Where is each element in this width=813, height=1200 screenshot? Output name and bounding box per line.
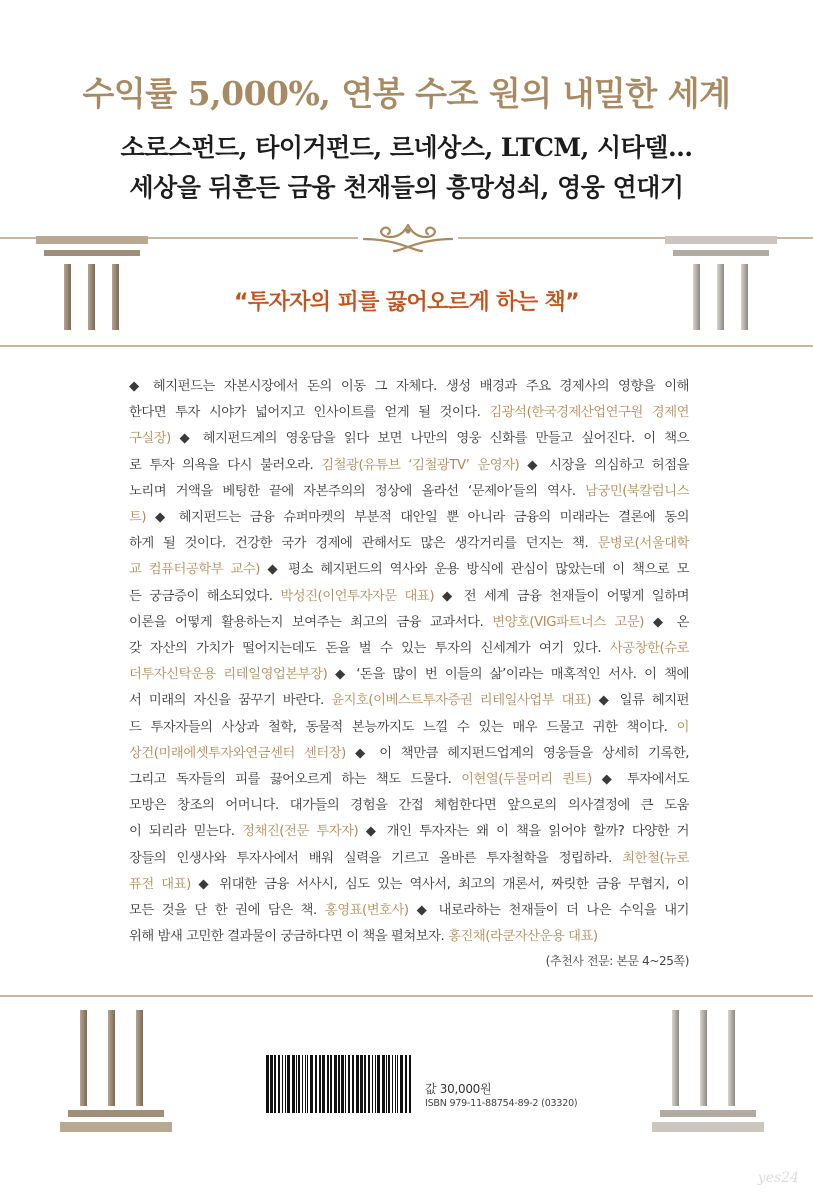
endorsement-text: ◆ 투자에서도 [591, 772, 689, 788]
recommender-name: 홍진채(라쿤자산운용 대표) [448, 929, 598, 945]
endorsement-line [129, 688, 689, 714]
endorsement-line [129, 924, 689, 950]
endorsement-line [129, 584, 689, 610]
endorsement-line [129, 898, 689, 924]
recommender-name: 박성진(이언투자자문 대표) [280, 588, 435, 604]
endorsement-text: ◆ ‘돈을 많이 번 이들의 삶’이라는 매혹적인 서사. 이 책에 [327, 667, 690, 683]
recommender-name: 최한철(뉴로 [622, 850, 689, 866]
endorsement-text: ◆ 평소 헤지펀드의 역사와 운용 방식에 관심이 많았는데 이 책으로 모 [260, 562, 689, 578]
endorsement-text: 한다면 투자 시야가 넓어지고 인사이트를 얻게 될 것이다. [129, 405, 490, 421]
watermark: yes24 [757, 1170, 799, 1186]
endorsement-text: ◆ 전 세계 금융 천재들이 어떻게 일하며 [434, 588, 689, 604]
recommender-name: 이현열(두물머리 퀀트) [461, 772, 592, 788]
endorsement-line [129, 819, 689, 845]
column-pillar-icon [652, 1010, 764, 1136]
endorsement-text: ◆ 헤지펀드는 금융 슈퍼마켓의 부분적 대안일 뿐 아니라 금융의 미래라는 결론에 동의 [146, 510, 689, 526]
endorsement-line [129, 426, 689, 452]
recommender-name: 변양호(VIG파트너스 고문) [492, 614, 645, 630]
endorsement-line [129, 610, 689, 636]
recommender-name: 홍영표(변호사) [324, 903, 409, 919]
recommender-name: 문병로(서울대학 [597, 536, 689, 552]
endorsement-line [129, 453, 689, 479]
endorsement-text: ◆ 내로라하는 천재들이 더 나은 수익을 내기 [408, 903, 689, 919]
recommender-name: 정채진(전문 투자자) [242, 824, 359, 840]
endorsement-line [129, 662, 689, 688]
endorsements [129, 374, 689, 950]
endorsement-text: 노리며 거액을 베팅한 끝에 자본주의의 정상에 올라선 ‘문제아’들의 역사. [129, 483, 586, 499]
endorsement-text: 이 되리라 믿는다. [129, 824, 243, 840]
endorsement-text: 갖 자산의 가치가 떨어지는데도 돈을 벌 수 있는 투자의 신세계가 여기 있다. [129, 641, 610, 657]
isbn-label: ISBN 979-11-88754-89-2 (03320) [425, 1098, 578, 1109]
recommender-name: 더투자신탁운용 리테일영업본부장) [129, 667, 328, 683]
subline-2: 세상을 뒤흔든 금융 천재들의 흥망성쇠, 영웅 연대기 [129, 173, 684, 202]
endorsement-line [129, 400, 689, 426]
lower-divider [0, 995, 813, 997]
recommender-name: 퓨전 대표) [129, 876, 191, 892]
recommender-name: 김광석(한국경제산업연구원 경제연 [489, 405, 689, 421]
endorsement-line [129, 636, 689, 662]
endorsement-line [129, 741, 689, 767]
endorsement-text: 이론을 어떻게 활용하는지 보여주는 최고의 금융 교과서다. [129, 614, 493, 630]
endorsement-text: ◆ 시장을 의심하고 허점을 [519, 457, 689, 473]
endorsement-text: 하게 될 것이다. 건강한 국가 경제에 관해서도 많은 생각거리를 던지는 책. [129, 536, 598, 552]
endorsement-line [129, 793, 689, 819]
endorsement-text: 장들의 인생사와 투자사에서 배워 실력을 기르고 올바른 투자철학을 정립하라. [129, 850, 623, 866]
recommender-name: 사공창한(슈로 [609, 641, 689, 657]
endorsement-line [129, 767, 689, 793]
endorsement-text: ◆ 이 책만큼 헤지펀드업계의 영웅들을 상세히 기록한, [345, 745, 689, 761]
flourish-ornament-icon [358, 221, 458, 255]
tagline-quote: “투자자의 피를 끓어오르게 하는 책” [233, 290, 580, 315]
endorsement-credit: (추천사 전문: 본문 4~25쪽) [545, 954, 689, 968]
recommender-name: 교 컴퓨터공학부 교수) [129, 562, 261, 578]
endorsement-text: 위해 밤새 고민한 결과물이 궁금하다면 이 책을 펼쳐보자. [129, 929, 449, 945]
subline-1: 소로스펀드, 타이거펀드, 르네상스, LTCM, 시타델… [120, 133, 693, 162]
endorsement-text: ◆ 개인 투자자는 왜 이 책을 읽어야 할까? 다양한 거 [358, 824, 690, 840]
price-label: 값 30,000원 [425, 1082, 492, 1096]
barcode-icon [262, 1051, 416, 1117]
recommender-name: 김철광(유튜브 ‘김철광TV’ 운영자) [321, 457, 520, 473]
endorsement-text: ◆ 헤지펀드는 자본시장에서 돈의 이동 그 자체다. 생성 배경과 주요 경제사의 영향을 이해 [129, 379, 689, 394]
column-pillar-icon [60, 1010, 172, 1136]
endorsement-text: ◆ 헤지펀드계의 영웅담을 읽다 보면 나만의 영웅 신화를 만들고 싶어진다. 이 책으 [170, 431, 689, 447]
endorsement-text: 든 궁금증이 해소되었다. [129, 588, 281, 604]
recommender-name: 이 [676, 719, 689, 735]
endorsement-text: 그리고 독자들의 피를 끓어오르게 하는 책도 드물다. [129, 772, 462, 788]
endorsement-line [129, 374, 689, 400]
endorsement-text: 드 투자자들의 사상과 철학, 동물적 본능까지도 느낄 수 있는 매우 드물고 귀한 책이다. [129, 719, 677, 735]
endorsement-text: 모방은 창조의 어머니다. 대가들의 경험을 간접 체험한다면 앞으로의 의사결정에 큰 도움 [129, 798, 689, 814]
headline: 수익률 5,000%, 연봉 수조 원의 내밀한 세계 [82, 74, 731, 113]
endorsement-line [129, 505, 689, 531]
recommender-name: 윤지호(이베스트투자증권 리테일사업부 대표) [331, 693, 592, 709]
recommender-name: 트) [129, 510, 147, 526]
endorsement-line [129, 531, 689, 557]
endorsement-text: 서 미래의 자신을 꿈꾸기 바란다. [129, 693, 332, 709]
endorsement-text: ◆ 온 [644, 614, 689, 630]
recommender-name: 상건(미래에셋투자와연금센터 센터장) [129, 745, 346, 761]
endorsement-line [129, 479, 689, 505]
endorsement-line [129, 846, 689, 872]
endorsement-text: 모든 것을 단 한 권에 담은 책. [129, 903, 325, 919]
endorsement-line [129, 715, 689, 741]
endorsement-text: ◆ 위대한 금융 서사시, 심도 있는 역사서, 최고의 개론서, 짜릿한 금융 무협지, 이 [190, 876, 690, 892]
endorsement-line [129, 557, 689, 583]
recommender-name: 구실장) [129, 431, 171, 447]
endorsement-line [129, 872, 689, 898]
recommender-name: 남궁민(북칼럼니스 [585, 483, 689, 499]
endorsement-text: 로 투자 의욕을 다시 불러오라. [129, 457, 322, 473]
endorsement-text: ◆ 일류 헤지펀 [591, 693, 690, 709]
upper-divider [0, 345, 813, 347]
